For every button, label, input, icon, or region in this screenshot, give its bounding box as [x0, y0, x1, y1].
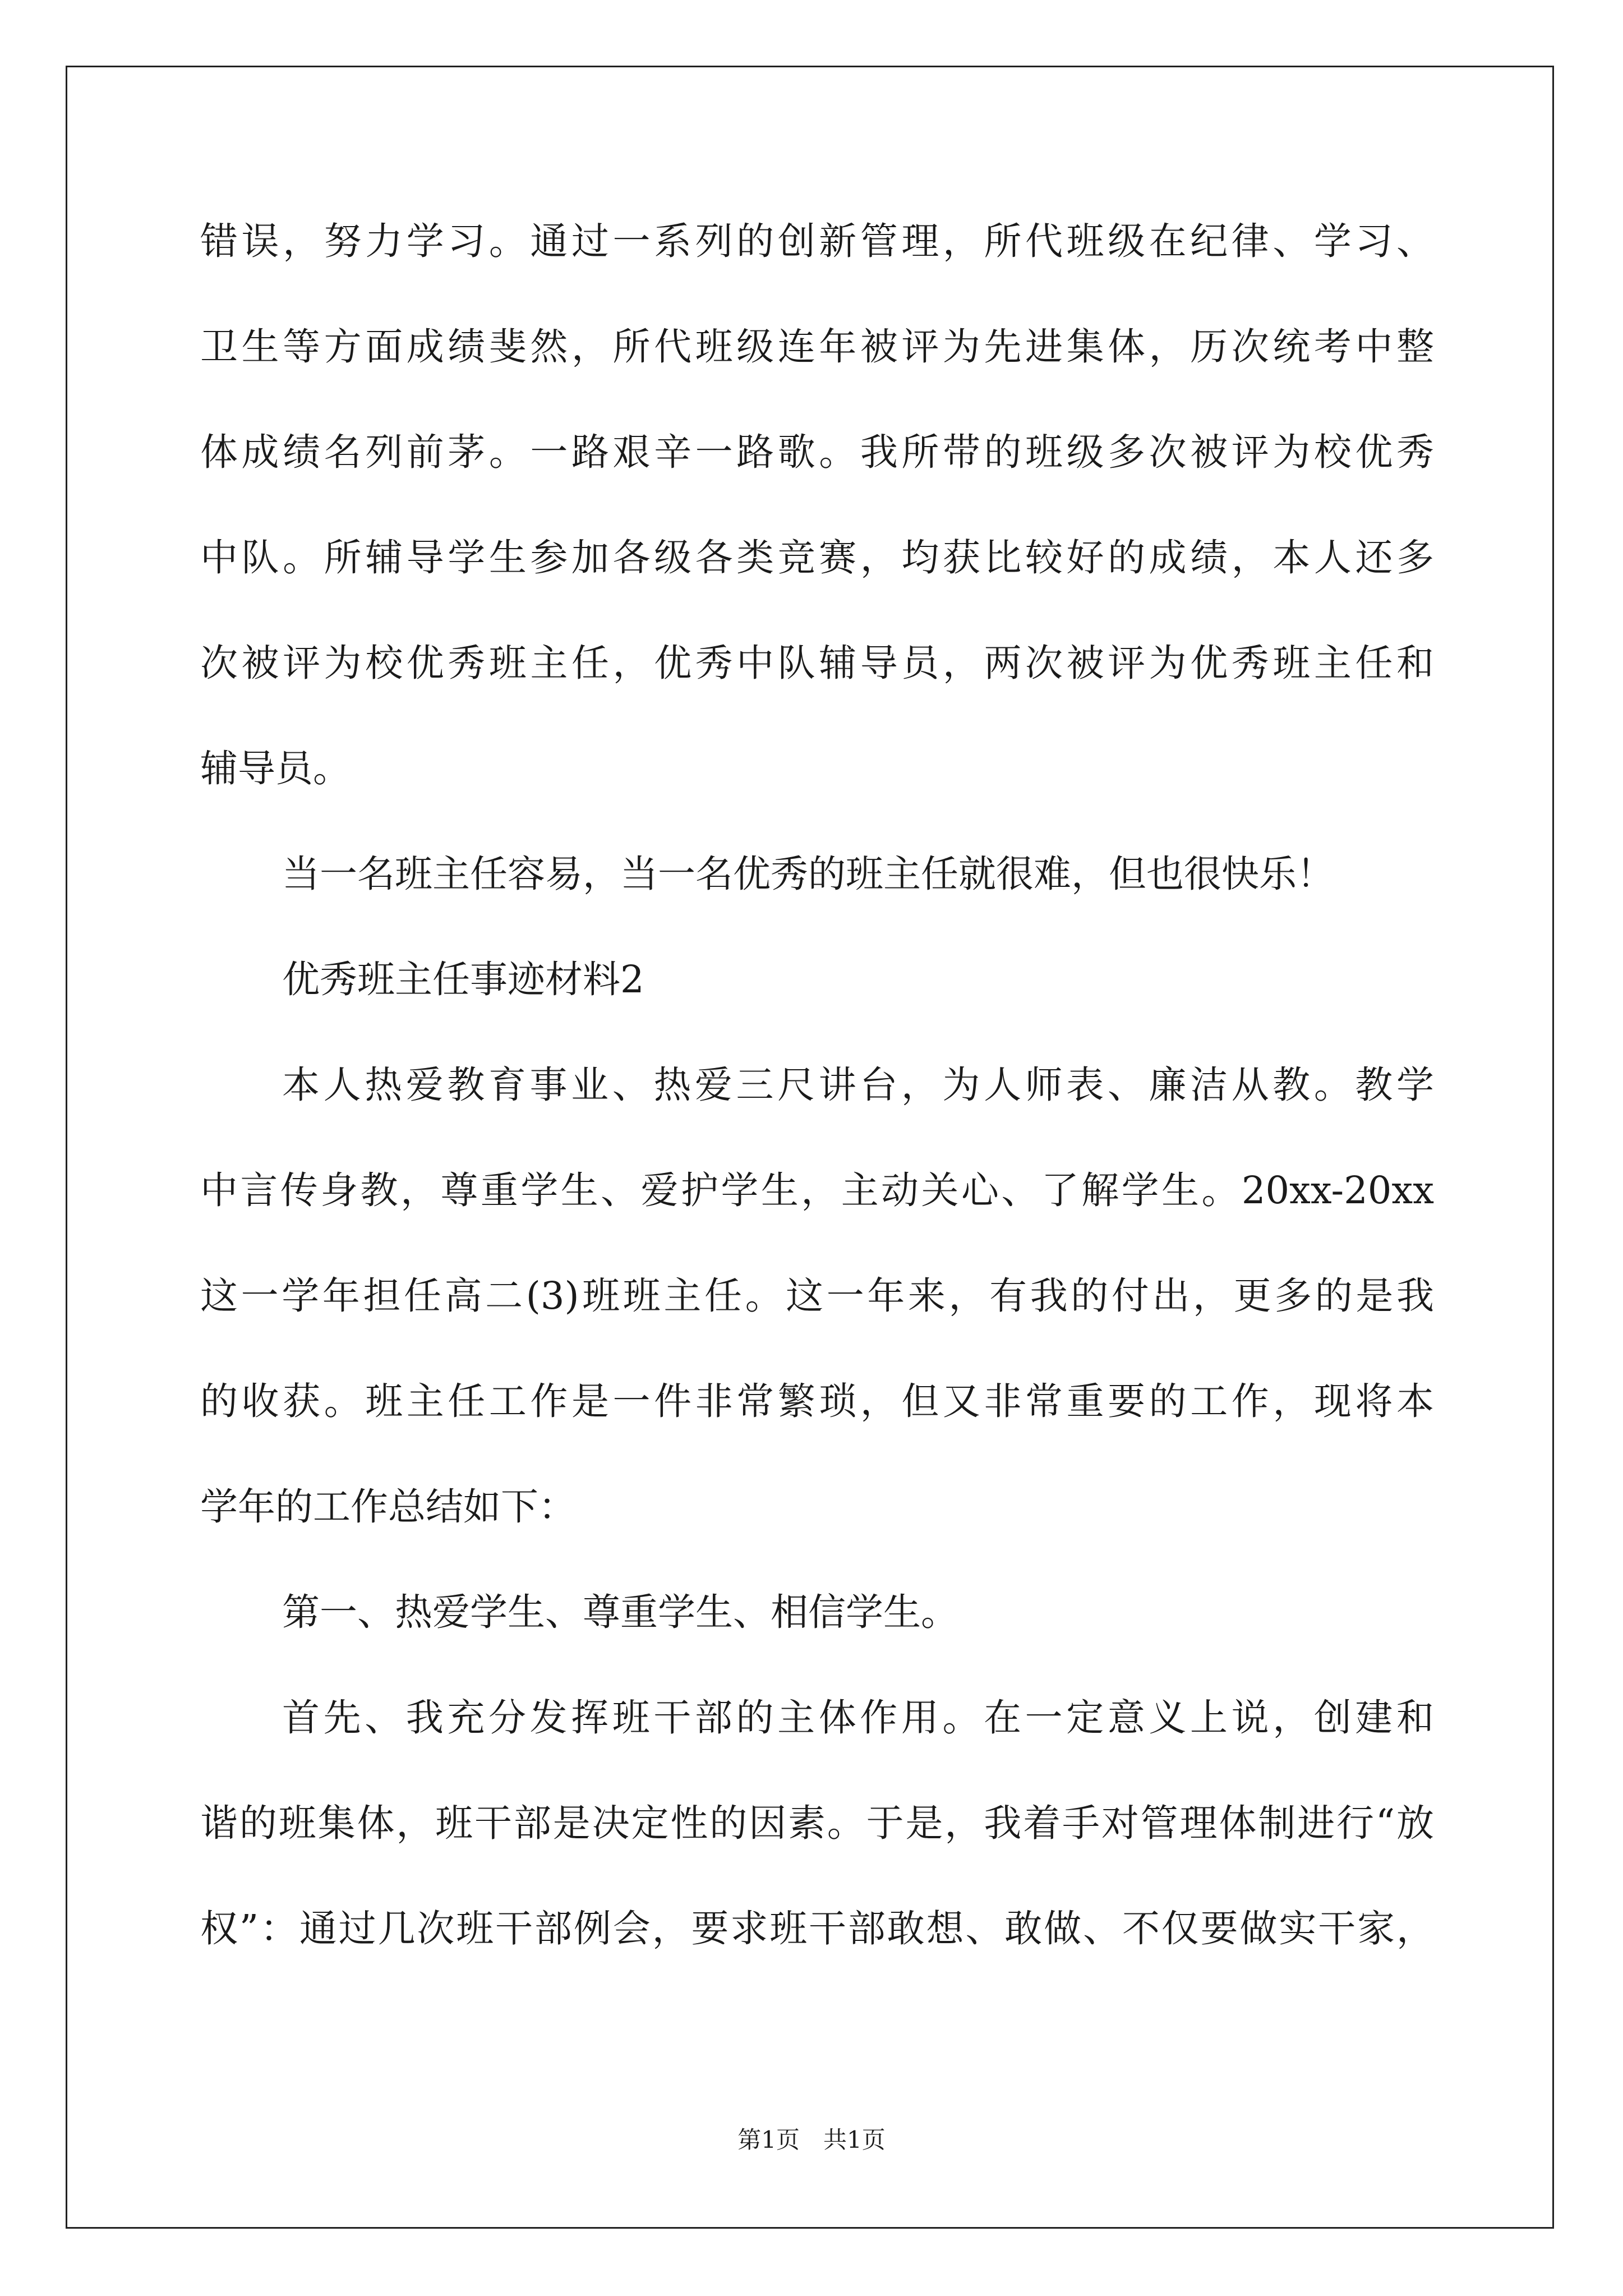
text-line: 辅导员。 — [200, 747, 351, 790]
page-border — [66, 66, 1554, 2229]
text-line: 权”：通过几次班干部例会，要求班干部敢想、敢做、不仅要做实干家， — [200, 1907, 1434, 1950]
text-line: 学年的工作总结如下： — [200, 1485, 576, 1529]
text-line: 体成绩名列前茅。一路艰辛一路歌。我所带的班级多次被评为校优秀 — [200, 430, 1434, 474]
text-line: 本人热爱教育事业、热爱三尺讲台，为人师表、廉洁从教。教学 — [282, 1063, 1434, 1107]
text-line: 中队。所辅导学生参加各级各类竞赛，均获比较好的成绩，本人还多 — [200, 536, 1434, 579]
text-line: 这一学年担任高二(3)班班主任。这一年来，有我的付出，更多的是我 — [200, 1274, 1434, 1318]
text-line: 谐的班集体，班干部是决定性的因素。于是，我着手对管理体制进行“放 — [200, 1801, 1434, 1845]
text-line: 当一名班主任容易，当一名优秀的班主任就很难，但也很快乐！ — [282, 852, 1334, 896]
text-line: 首先、我充分发挥班干部的主体作用。在一定意义上说，创建和 — [282, 1696, 1434, 1740]
text-line: 卫生等方面成绩斐然，所代班级连年被评为先进集体，历次统考中整 — [200, 325, 1434, 369]
text-line: 中言传身教，尊重学生、爱护学生，主动关心、了解学生。20xx-20xx — [200, 1168, 1434, 1212]
text-line: 第一、热爱学生、尊重学生、相信学生。 — [282, 1590, 958, 1634]
text-line: 错误，努力学习。通过一系列的创新管理，所代班级在纪律、学习、 — [200, 219, 1434, 263]
section-heading: 优秀班主任事迹材料2 — [282, 958, 644, 1001]
page-footer: 第1页 共1页 — [737, 2126, 886, 2154]
text-line: 的收获。班主任工作是一件非常繁琐，但又非常重要的工作，现将本 — [200, 1379, 1434, 1423]
text-line: 次被评为校优秀班主任，优秀中队辅导员，两次被评为优秀班主任和 — [200, 641, 1434, 685]
